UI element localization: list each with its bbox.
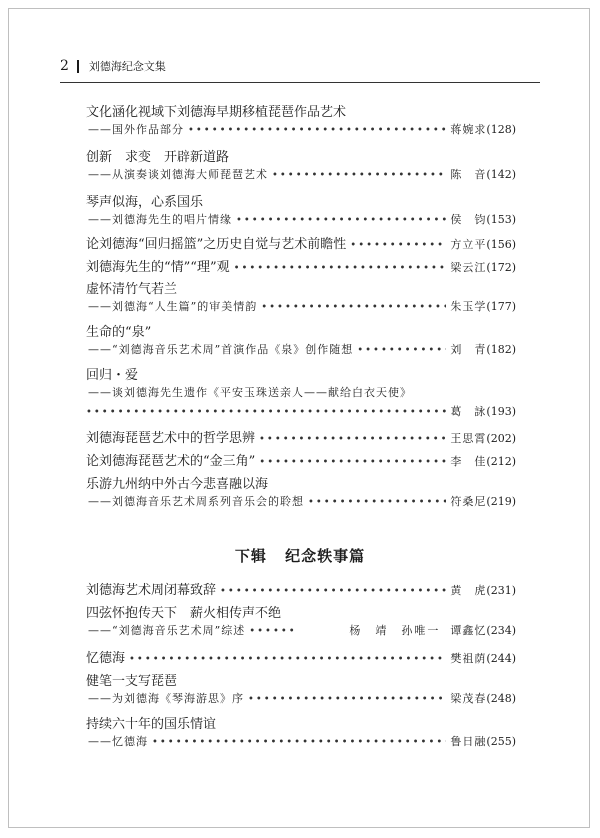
section-heading <box>0 545 600 566</box>
toc-subtitle-line <box>86 691 516 708</box>
toc-subtitle-line <box>86 494 516 511</box>
toc-title: 持续六十年的国乐情谊 <box>86 717 217 732</box>
toc-subtitle-line <box>86 385 516 401</box>
toc-title: 创新 求变 开辟新道路 <box>86 150 230 165</box>
dot-leader <box>259 431 446 449</box>
toc-entry[interactable] <box>86 605 516 640</box>
toc-entry[interactable] <box>86 236 516 255</box>
toc-title-line <box>86 453 516 472</box>
toc-title-line <box>86 582 516 601</box>
toc-entry[interactable] <box>86 673 516 708</box>
toc-title: 论刘德海琵琶艺术的“金三角” <box>86 454 256 469</box>
toc-entry[interactable] <box>86 453 516 472</box>
toc-entry[interactable] <box>86 259 516 278</box>
toc-subtitle-line <box>86 623 516 640</box>
toc-title: 乐游九州纳中外古今悲喜融以海 <box>86 477 269 492</box>
toc-subtitle-line <box>86 734 516 751</box>
toc-page: (248) <box>486 692 516 705</box>
toc-title: 琴声似海，心系国乐 <box>86 195 204 210</box>
toc-page: (255) <box>486 735 516 748</box>
toc-coauthors: 杨 靖 孙唯一 <box>349 624 441 637</box>
toc-author: 葛 詠 <box>450 405 487 418</box>
toc-subtitle: ——刘德海“人生篇”的审美情韵 <box>88 300 258 313</box>
toc-author: 蒋婉求 <box>450 123 487 136</box>
toc-entry[interactable] <box>86 194 516 229</box>
toc-subtitle: ——从演奏谈刘德海大师琵琶艺术 <box>88 168 268 181</box>
toc-page: (172) <box>486 261 516 274</box>
toc-entry[interactable] <box>86 104 516 139</box>
toc-subtitle-line <box>86 122 516 139</box>
toc-author: 方立平 <box>450 238 487 251</box>
toc-title-line <box>86 236 516 255</box>
toc-author: 陈 音 <box>450 168 487 181</box>
toc-page: (212) <box>486 455 516 468</box>
toc-subtitle: ——刘德海音乐艺术周系列音乐会的聆想 <box>88 495 304 508</box>
toc-leader-line <box>86 404 516 421</box>
toc-page: (182) <box>486 343 516 356</box>
toc-author: 梁云江 <box>450 261 487 274</box>
toc-subtitle-line <box>86 342 516 359</box>
toc-page: (128) <box>486 123 516 136</box>
toc-author: 梁茂春 <box>450 692 487 705</box>
toc-title: 忆德海 <box>86 651 126 666</box>
toc-page: (244) <box>486 652 516 665</box>
toc-subtitle: ——国外作品部分 <box>88 123 184 136</box>
toc-page: (202) <box>486 432 516 445</box>
header-rule <box>60 82 540 83</box>
toc-entry[interactable] <box>86 716 516 751</box>
dot-leader <box>272 168 446 184</box>
running-header <box>60 57 166 75</box>
toc-subtitle: ——“刘德海音乐艺术周”首演作品《泉》创作随想 <box>88 343 354 356</box>
toc-title: 生命的“泉” <box>86 325 152 340</box>
toc-author: 黄 虎 <box>450 584 487 597</box>
toc-entry[interactable] <box>86 582 516 601</box>
toc-entry[interactable] <box>86 281 516 316</box>
toc-title: 回归・爱 <box>86 368 139 383</box>
section-name: 纪念轶事篇 <box>285 547 366 565</box>
toc-subtitle-line <box>86 299 516 316</box>
toc-author: 谭鑫忆 <box>450 624 487 637</box>
toc-page: (156) <box>486 238 516 251</box>
header-divider <box>77 60 79 73</box>
toc-title-line <box>86 650 516 669</box>
toc-entry[interactable] <box>86 650 516 669</box>
toc-subtitle-line <box>86 212 516 229</box>
toc-title: 虚怀清竹气若兰 <box>86 282 178 297</box>
dot-leader <box>308 495 446 511</box>
toc-page: (219) <box>486 495 516 508</box>
toc-page: (231) <box>486 584 516 597</box>
toc-author: 侯 钧 <box>450 213 487 226</box>
toc-entry[interactable] <box>86 324 516 359</box>
toc-title: 文化涵化视域下刘德海早期移植琵琶作品艺术 <box>86 105 347 120</box>
dot-leader <box>220 583 446 601</box>
toc-page: (142) <box>486 168 516 181</box>
dot-leader <box>259 454 446 472</box>
dot-leader <box>261 300 446 316</box>
toc-entry[interactable] <box>86 149 516 184</box>
toc-subtitle: ——为刘德海《琴海游思》序 <box>88 692 244 705</box>
toc-author: 李 佳 <box>450 455 487 468</box>
dot-leader <box>188 123 446 139</box>
page-number: 2 <box>60 58 69 74</box>
toc-entry[interactable] <box>86 476 516 511</box>
toc-subtitle: ——谈刘德海先生遗作《平安玉珠送亲人——献给白衣天使》 <box>88 386 412 399</box>
toc-title-line <box>86 430 516 449</box>
toc-page: (177) <box>486 300 516 313</box>
toc-author: 符桑尼 <box>450 495 487 508</box>
dot-leader <box>357 343 446 359</box>
dot-leader <box>350 237 446 255</box>
dot-leader <box>236 213 446 229</box>
toc-author: 朱玉学 <box>450 300 487 313</box>
toc-author: 刘 青 <box>450 343 487 356</box>
toc-title: 论刘德海“回归摇篮”之历史自觉与艺术前瞻性 <box>86 237 347 252</box>
toc-title: 健笔一支写琵琶 <box>86 674 178 689</box>
toc-title: 刘德海先生的“情”“理”观 <box>86 260 230 275</box>
toc-subtitle-line <box>86 167 516 184</box>
toc-page: (153) <box>486 213 516 226</box>
toc-subtitle: ——忆德海 <box>88 735 148 748</box>
toc-author: 樊祖荫 <box>450 652 487 665</box>
book-title: 刘德海纪念文集 <box>88 60 166 73</box>
toc-title: 四弦怀抱传天下 薪火相传声不绝 <box>86 606 282 621</box>
toc-page: (193) <box>486 405 516 418</box>
toc-author: 鲁日融 <box>450 735 487 748</box>
toc-subtitle: ——“刘德海音乐艺术周”综述 <box>88 624 246 637</box>
dot-leader <box>86 405 446 421</box>
toc-author: 王思霄 <box>450 432 487 445</box>
toc-entry[interactable] <box>86 430 516 449</box>
dot-leader <box>249 624 297 640</box>
dot-leader <box>152 735 446 751</box>
toc-entry[interactable] <box>86 367 516 421</box>
toc-subtitle: ——刘德海先生的唱片情缘 <box>88 213 232 226</box>
dot-leader <box>129 651 446 669</box>
toc-title: 刘德海艺术周闭幕致辞 <box>86 583 217 598</box>
toc-title: 刘德海琵琶艺术中的哲学思辨 <box>86 431 256 446</box>
dot-leader <box>248 692 446 708</box>
section-part: 下辑 <box>234 547 267 565</box>
dot-leader <box>234 260 447 278</box>
toc-page: (234) <box>486 624 516 637</box>
toc-title-line <box>86 259 516 278</box>
